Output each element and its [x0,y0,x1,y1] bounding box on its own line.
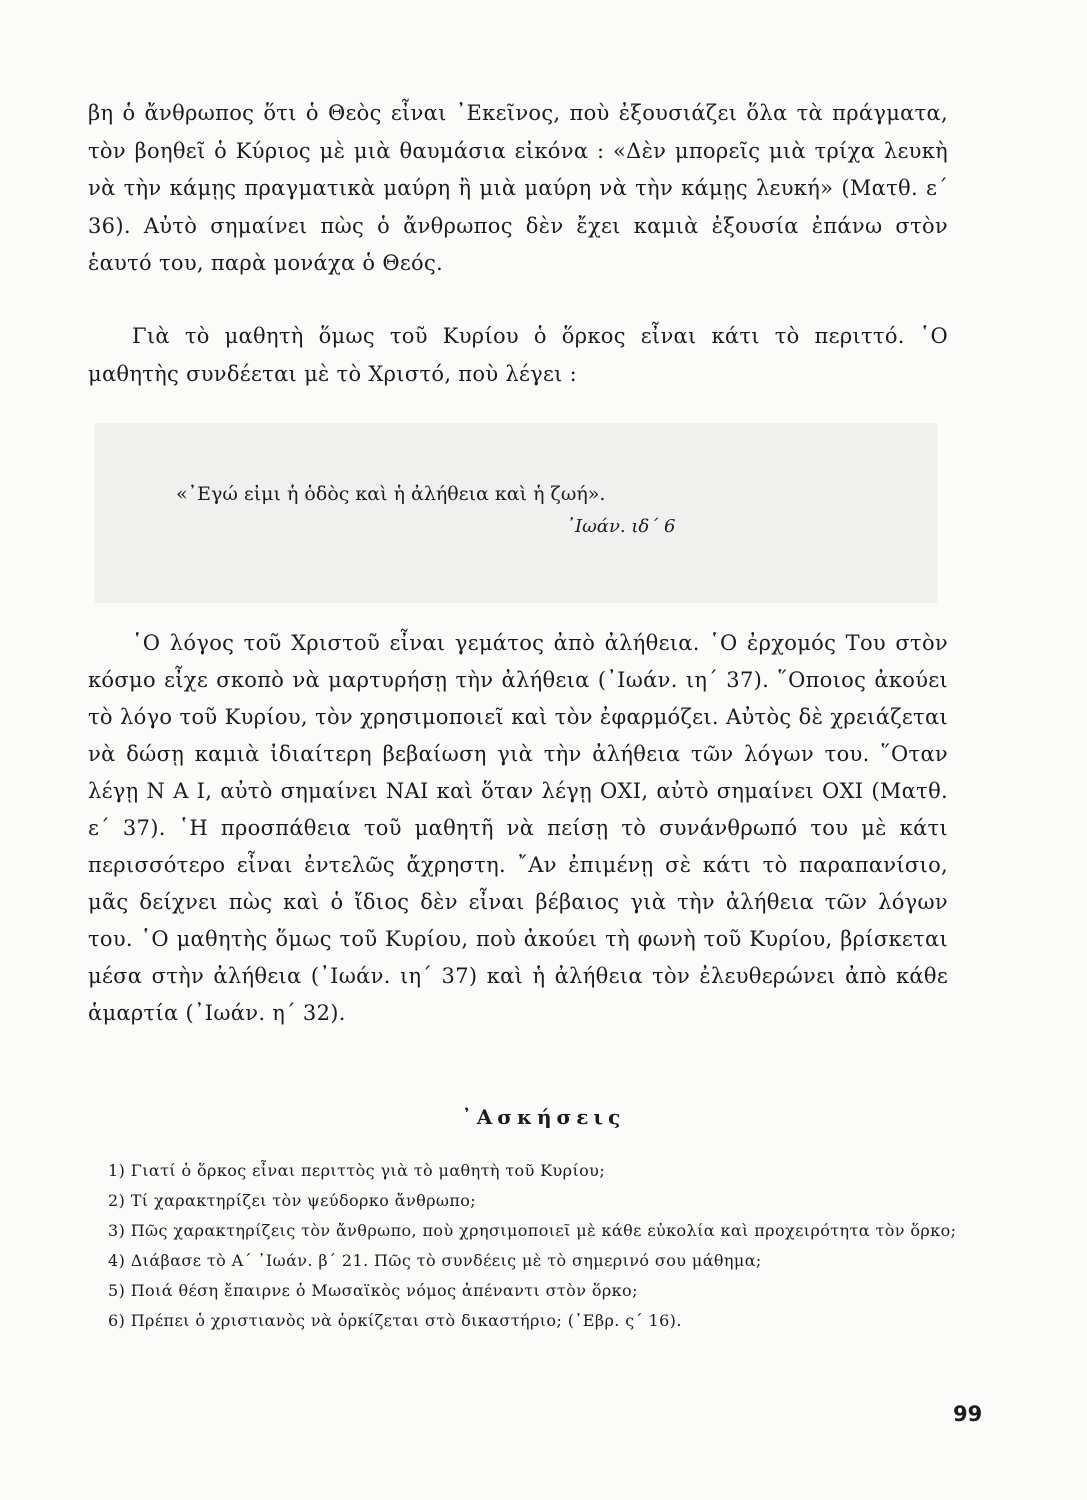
exercises-heading: ᾿Ασκήσεις [461,1105,626,1129]
exercise-item: 6) Πρέπει ὁ χριστιανὸς νὰ ὁρκίζεται στὸ δικαστήριο; (᾿Εβρ. ς΄ 16). [108,1311,682,1330]
quote-box [95,423,937,603]
exercise-item: 4) Διάβασε τὸ Α΄ ᾿Ιωάν. β΄ 21. Πῶς τὸ συνδέεις μὲ τὸ σημερινό σου μάθημα; [108,1251,762,1270]
paragraph-intro: βη ὁ ἄνθρωπος ὅτι ὁ Θεὸς εἶναι ᾿Εκεῖνος, ποὺ ἐξουσιάζει ὅλα τὰ πράγματα, τὸν βοηθεῖ ὁ Κύριος μὲ μιὰ θαυμάσια εἰκόνα : «Δὲν μπορεῖς μιὰ τρίχα λευκὴ νὰ τὴν κάμῃς πραγματικὰ μαύρη ἢ μιὰ μαύρη νὰ τὴν κάμῃς λευκή» (Ματθ. ε΄ 36). Αὐτὸ σημαίνει πὼς ὁ ἄνθρωπος δὲν ἔχει καμιὰ ἐξουσία ἐπάνω στὸν ἑαυτό του, παρὰ μονάχα ὁ Θεός. [88,101,948,275]
exercise-item: 3) Πῶς χαρακτηρίζεις τὸν ἄνθρωπο, ποὺ χρησιμοποιεῖ μὲ κάθε εὐκολία καὶ προχειρότητα τὸν ὅρκο; [108,1221,957,1240]
quote-reference: ᾿Ιωάν. ιδ΄ 6 [566,516,676,537]
page-number: 99 [953,1402,983,1426]
exercise-item: 1) Γιατί ὁ ὅρκος εἶναι περιττὸς γιὰ τὸ μαθητὴ τοῦ Κυρίου; [108,1161,606,1180]
exercise-item: 2) Τί χαρακτηρίζει τὸν ψεύδορκο ἄνθρωπο; [108,1191,477,1210]
bible-quote: «᾿Εγώ εἰμι ἡ ὁδὸς καὶ ἡ ἀλήθεια καὶ ἡ ζωή». [176,483,606,505]
exercise-item: 5) Ποιά θέση ἔπαιρνε ὁ Μωσαϊκὸς νόμος ἀπέναντι στὸν ὅρκο; [108,1281,638,1300]
paragraph-disciple: Γιὰ τὸ μαθητὴ ὅμως τοῦ Κυρίου ὁ ὅρκος εἶναι κάτι τὸ περιττό. ῾Ο μαθητὴς συνδέεται μὲ τὸ Χριστό, ποὺ λέγει : [88,324,948,386]
paragraph-truth: ῾Ο λόγος τοῦ Χριστοῦ εἶναι γεμάτος ἀπὸ ἀλήθεια. ῾Ο ἐρχομός Του στὸν κόσμο εἶχε σκοπὸ νὰ μαρτυρήσῃ τὴν ἀλήθεια (᾿Ιωάν. ιη΄ 37). ῞Οποιος ἀκούει τὸ λόγο τοῦ Κυρίου, τὸν χρησιμοποιεῖ καὶ τὸν ἐφαρμόζει. Αὐτὸς δὲ χρειάζεται νὰ δώσῃ καμιὰ ἰδιαίτερη βεβαίωση γιὰ τὴν ἀλήθεια τῶν λόγων του. ῞Οταν λέγῃ Ν Α Ι, αὐτὸ σημαίνει ΝΑΙ καὶ ὅταν λέγῃ ΟΧΙ, αὐτὸ σημαίνει ΟΧΙ (Ματθ. ε΄ 37). ῾Η προσπάθεια τοῦ μαθητῆ νὰ πείσῃ τὸ συνάνθρωπό του μὲ κάτι περισσότερο εἶναι ἐντελῶς ἄχρηστη. ῎Αν ἐπιμένῃ σὲ κάτι τὸ παραπανίσιο, μᾶς δείχνει πὼς καὶ ὁ ἴδιος δὲν εἶναι βέβαιος γιὰ τὴν ἀλήθεια τῶν λόγων του. ῾Ο μαθητὴς ὅμως τοῦ Κυρίου, ποὺ ἀκούει τὴ φωνὴ τοῦ Κυρίου, βρίσκεται μέσα στὴν ἀλήθεια (᾿Ιωάν. ιη΄ 37) καὶ ἡ ἀλήθεια τὸν ἐλευθερώνει ἀπὸ κάθε ἁμαρτία (᾿Ιωάν. η΄ 32). [88,631,948,1025]
exercises-list [108,1158,958,1338]
